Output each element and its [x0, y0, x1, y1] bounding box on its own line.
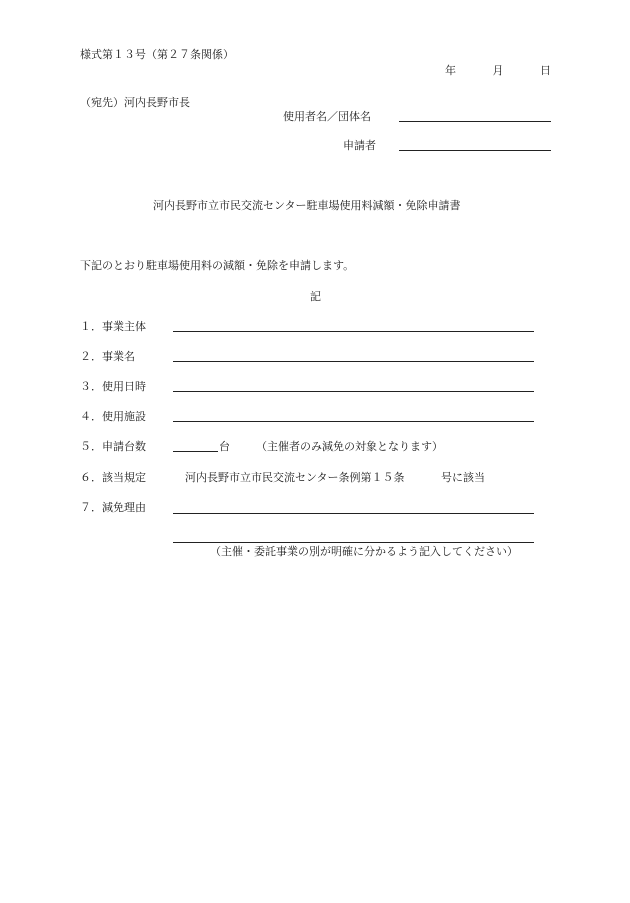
item-label-applicable-rule: ６．該当規定	[80, 471, 146, 484]
addressee: （宛先）河内長野市長	[80, 96, 190, 109]
item-label-business-name: ２．事業名	[80, 350, 135, 363]
item-label-facility: ４．使用施設	[80, 410, 146, 423]
user-name-line[interactable]	[399, 121, 551, 122]
form-number: 様式第１３号（第２７条関係）	[80, 48, 234, 61]
rule-text: 河内長野市立市民交流センター条例第１５条	[185, 471, 405, 484]
item-line-business-name[interactable]	[173, 361, 534, 362]
intro-text: 下記のとおり駐車場使用料の減額・免除を申請します。	[80, 259, 355, 272]
item-label-usage-datetime: ３．使用日時	[80, 380, 146, 393]
item-line-business-owner[interactable]	[173, 331, 534, 332]
item-line-facility[interactable]	[173, 421, 534, 422]
item-line-reason-2[interactable]	[173, 542, 534, 543]
document-title: 河内長野市立市民交流センター駐車場使用料減額・免除申請書	[153, 199, 461, 212]
item-label-vehicle-count: ５．申請台数	[80, 440, 146, 453]
item-line-vehicle-count[interactable]	[173, 451, 218, 452]
user-name-label: 使用者名／団体名	[283, 110, 371, 123]
rule-suffix: 号に該当	[441, 471, 485, 484]
vehicle-unit: 台	[219, 440, 230, 453]
item-line-reason-1[interactable]	[173, 513, 534, 514]
date-line	[445, 64, 551, 78]
record-mark: 記	[310, 290, 321, 303]
applicant-label: 申請者	[343, 139, 376, 152]
item-label-business-owner: １．事業主体	[80, 320, 146, 333]
vehicle-note: （主催者のみ減免の対象となります）	[256, 440, 443, 453]
item-label-reason: ７．減免理由	[80, 501, 146, 514]
item-line-usage-datetime[interactable]	[173, 391, 534, 392]
applicant-line[interactable]	[399, 150, 551, 151]
footnote: （主催・委託事業の別が明確に分かるよう記入してください）	[210, 545, 518, 558]
date-month: 月	[492, 64, 504, 77]
date-year: 年	[445, 64, 456, 77]
date-day: 日	[540, 64, 551, 77]
